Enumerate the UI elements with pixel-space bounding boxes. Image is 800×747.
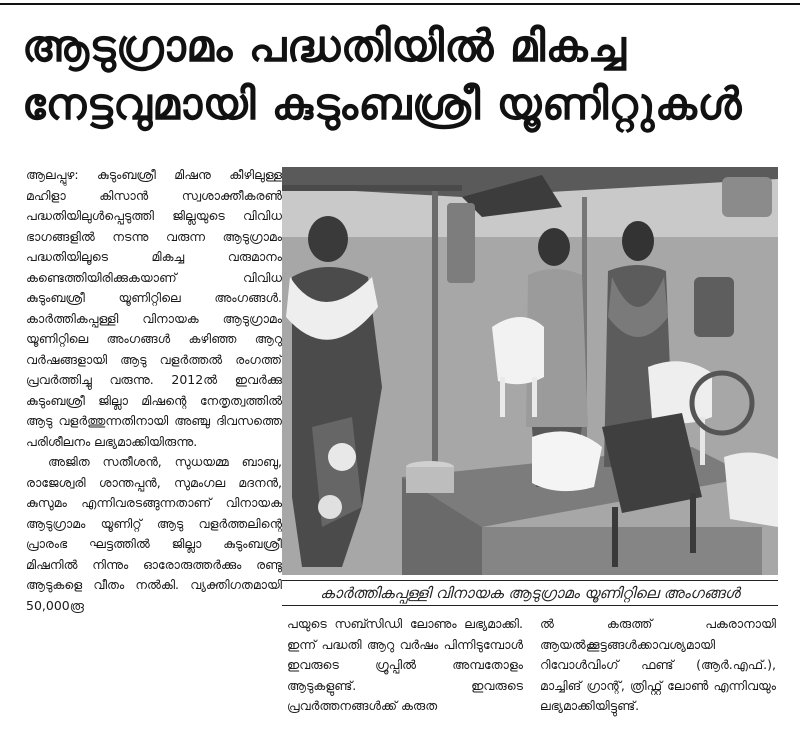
headline	[22, 18, 782, 134]
paragraph-2: അജിത സതീശൻ, സുധയമ്മ ബാബു, രാജേശ്വരി ശാന്തപ്പൻ, സുമംഗല മദനൻ, കുസുമം എന്നിവരടങ്ങുന്നതാണ് വിനായക ആടുഗ്രാമം യൂണിറ്റ് ആടു വളർത്തലിന്റെ പ്രാരംഭ ഘട്ടത്തിൽ ജില്ലാ കുടുംബശ്രീ മിഷനിൽ നിന്നും ഓരോരുത്തർക്കും രണ്ടു ആടുകളെ വീതം നൽകി. വ്യക്തിഗതമായി 50,000രൂ	[26, 454, 282, 613]
article-column-left	[26, 165, 282, 735]
paragraph-3: പയുടെ സബ്സിഡി ലോണും ലഭ്യമാക്കി. ഇന്ന് പദ്ധതി ആറു വർഷം പിന്നിടുമ്പോൾ ഇവരുടെ ഗ്രൂപ്പിൽ അമ്പതോളം ആടുകളുണ്ട്. ഇവരുടെ പ്രവർത്തനങ്ങൾക്ക് കരുത	[287, 616, 523, 713]
top-rule	[0, 3, 800, 5]
photo-caption: കാർത്തികപ്പള്ളി വിനായക ആടുഗ്രാമം യൂണിറ്റിലെ അംഗങ്ങൾ	[282, 580, 778, 606]
headline-line-2: നേട്ടവുമായി കുടുംബശ്രീ യൂണിറ്റുകൾ	[22, 79, 742, 130]
headline-line-1: ആടുഗ്രാമം പദ്ധതിയിൽ മികച്ച	[22, 21, 627, 72]
photo-illustration	[282, 167, 778, 575]
paragraph-4: ൽ കരുത്ത് പകരാനായി ആയൽക്കൂട്ടങ്ങൾക്കാവശ്യമായി റിവോൾവിംഗ് ഫണ്ട് (ആർ.എഫ്.), മാച്ചിങ് ഗ്രാന്റ്, ത്രിഫ്റ്റ് ലോൺ എന്നിവയും ലഭ്യമാക്കിയിട്ടുണ്ട്.	[540, 616, 776, 713]
article-photo	[282, 167, 778, 575]
article-column-right	[540, 614, 776, 744]
paragraph-1: ആലപ്പുഴ: കുടുംബശ്രീ മിഷനു കീഴിലുള്ള മഹിളാ കിസാൻ സ്വശാക്തീകരൺ പദ്ധതിയിലുൾപ്പെടുത്തി ജില്ലയുടെ വിവിധ ഭാഗങ്ങളിൽ നടന്നു വരുന്ന ആടുഗ്രാമം പദ്ധതിയിലൂടെ മികച്ച വരുമാനം കണ്ടെത്തിയിരിക്കുകയാണ് വിവിധ കുടുംബശ്രീ യൂണിറ്റിലെ അംഗങ്ങൾ. കാർത്തികപ്പള്ളി വിനായക ആടുഗ്രാമം യൂണിറ്റിലെ അംഗങ്ങൾ കഴിഞ്ഞ ആറു വർഷങ്ങളായി ആടു വളർത്തൽ രംഗത്ത് പ്രവർത്തിച്ചു വരുന്നു. 2012ൽ ഇവർക്കു കുടുംബശ്രീ ജില്ലാ മിഷന്റെ നേതൃത്വത്തിൽ ആടു വളർത്തുന്നതിനായി അഞ്ചു ദിവസത്തെ പരിശീലനം ലഭ്യമാക്കിയിരുന്നു.	[26, 167, 282, 449]
article-column-middle	[287, 614, 523, 744]
